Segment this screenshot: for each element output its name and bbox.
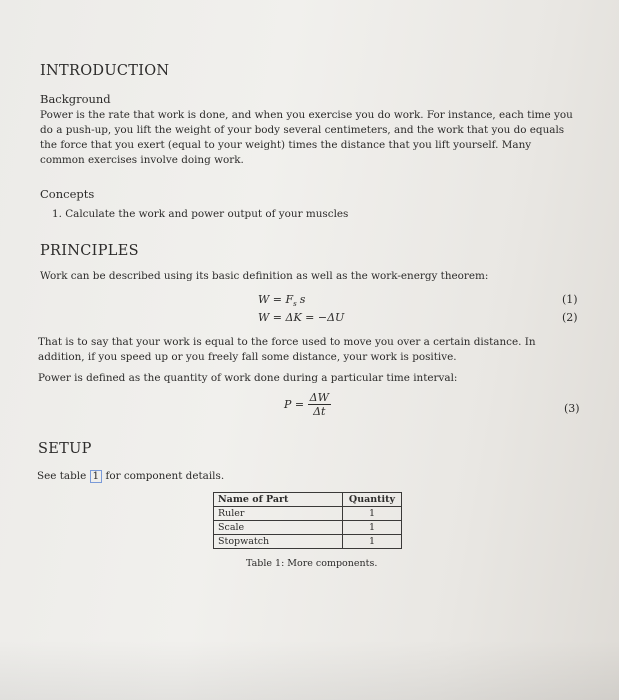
equation-1-tail: s [299, 293, 306, 306]
table-cell-quantity: 1 [343, 521, 402, 535]
table-header-quantity: Quantity [343, 493, 402, 507]
table-cell-part: Stopwatch [214, 535, 343, 549]
equation-3 [284, 391, 331, 418]
table-row [214, 535, 402, 549]
background-heading: Background [40, 92, 111, 106]
equation-3-denominator: Δt [313, 405, 326, 418]
explanation-paragraph: That is to say that your work is equal to the force used to move you over a certain distance. In addition, if you speed up or you freely fall some distance, your work is positive. [38, 336, 536, 363]
principles-intro: Work can be described using its basic definition as well as the work-energy theorem: [40, 270, 489, 282]
concepts-list-item: 1. Calculate the work and power output of your muscles [52, 208, 349, 220]
table-cell-quantity: 1 [343, 535, 402, 549]
introduction-heading: INTRODUCTION [40, 63, 170, 79]
setup-text [37, 469, 224, 484]
equation-3-fraction [308, 391, 331, 418]
concepts-heading: Concepts [40, 187, 95, 201]
table-reference-link[interactable]: 1 [90, 470, 103, 483]
table-caption: Table 1: More components. [246, 558, 378, 569]
components-table [213, 492, 402, 549]
equation-3-numerator: ΔW [309, 391, 329, 404]
power-definition: Power is defined as the quantity of work done during a particular time interval: [38, 372, 458, 384]
table-header-row [214, 493, 402, 507]
setup-heading: SETUP [38, 441, 92, 457]
table-cell-quantity: 1 [343, 507, 402, 521]
table-cell-part: Scale [214, 521, 343, 535]
principles-heading: PRINCIPLES [40, 243, 139, 259]
equation-3-lhs: P = [284, 398, 305, 411]
table-row [214, 521, 402, 535]
equation-3-number: (3) [564, 402, 580, 415]
equation-1-subscript: s [293, 300, 297, 309]
setup-text-before: See table [37, 470, 87, 482]
page-shadow [0, 640, 619, 700]
equation-1-number: (1) [562, 293, 578, 306]
equation-1 [258, 293, 305, 308]
background-paragraph: Power is the rate that work is done, and when you exercise you do work. For instance, each time you do a push-up, you lift the weight of your body several centimeters, and the work that you do equals the force that you exert (equal to your weight) times the distance that you lift yourself. Many common exercises involve doing work. [40, 109, 573, 166]
equation-1-text: W = F [258, 293, 294, 306]
table-row [214, 507, 402, 521]
setup-text-after: for component details. [105, 470, 225, 482]
table-header-name: Name of Part [214, 493, 343, 507]
equation-2: W = ΔK = −ΔU [258, 311, 345, 324]
equation-2-number: (2) [562, 311, 578, 324]
table-cell-part: Ruler [214, 507, 343, 521]
